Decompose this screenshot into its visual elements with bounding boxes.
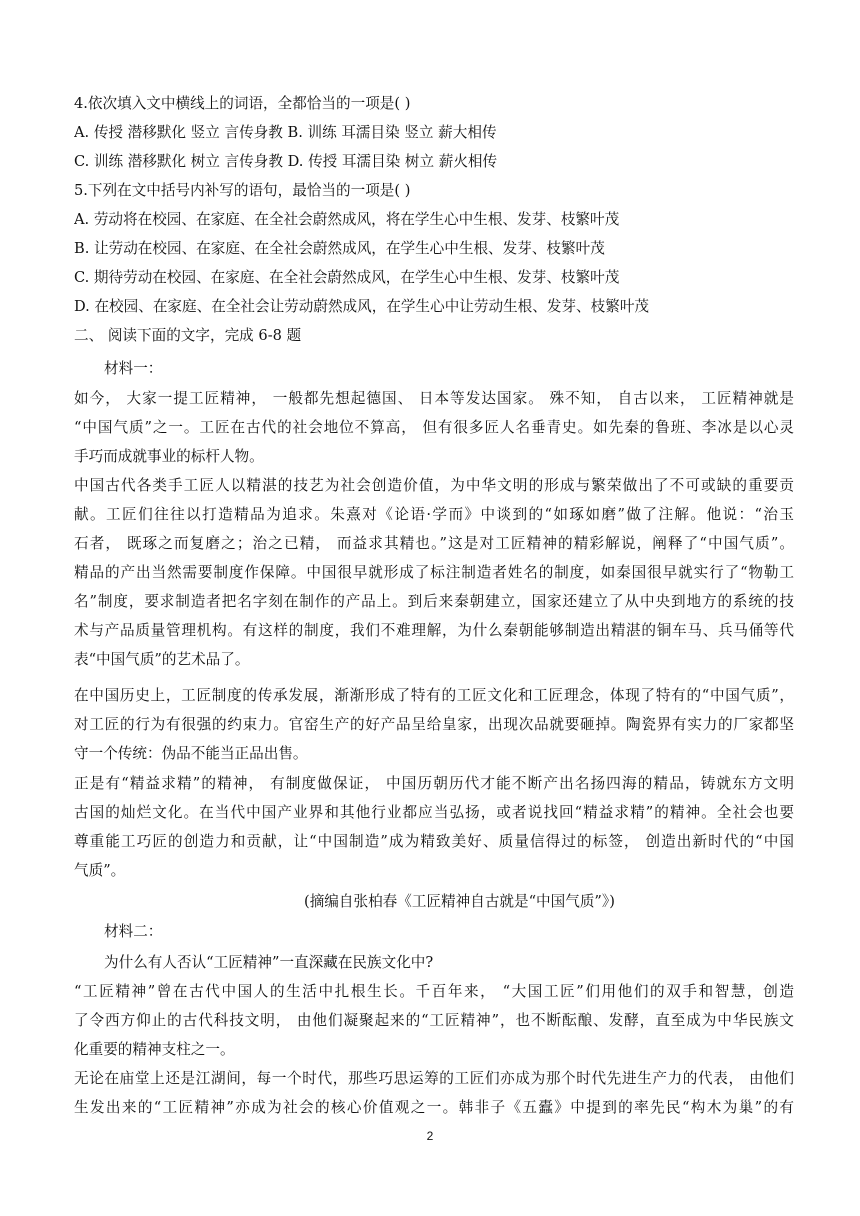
material-1-source: (摘编自张柏春《工匠精神自古就是“中国气质”》) xyxy=(304,893,615,910)
material-2-line: 了令西方仰止的古代科技文明， 由他们凝聚起来的“工匠精神”，也不断酝酿、发酵，直至成为中华民族文 xyxy=(74,1012,794,1029)
section-heading: 二、 阅读下面的文字，完成 6-8 题 xyxy=(74,327,302,344)
question-5-option-a: A. 劳动将在校园、在家庭、在全社会蔚然成风，将在学生心中生根、发芽、枝繁叶茂 xyxy=(74,211,620,228)
page-number: 2 xyxy=(426,1129,434,1143)
material-2-line: 化重要的精神支柱之一。 xyxy=(74,1041,235,1058)
material-1-line: 术与产品质量管理机构。有这样的制度，我们不难理解，为什么秦朝能够制造出精湛的铜车马、兵马俑等代 xyxy=(74,622,794,639)
material-2-label: 材料二： xyxy=(104,923,163,940)
material-2-line: 生发出来的“工匠精神”亦成为社会的核心价值观之一。韩非子《五蠹》中提到的率先民“构木为巢”的有 xyxy=(74,1099,794,1116)
material-1-line: 古国的灿烂文化。在当代中国产业界和其他行业都应当弘扬，或者说找回“精益求精”的精神。全社会也要 xyxy=(74,804,794,821)
material-2-line: “工匠精神”曾在古代中国人的生活中扎根生长。千百年来， “大国工匠”们用他们的双手和智慧，创造 xyxy=(74,983,794,1000)
material-1-line: 守一个传统：伪品不能当正品出售。 xyxy=(74,745,308,762)
material-1-line: 名”制度，要求制造者把名字刻在制作的产品上。到后来秦朝建立，国家还建立了从中央到地方的系统的技 xyxy=(74,593,794,610)
question-5-option-b: B. 让劳动在校园、在家庭、在全社会蔚然成风，在学生心中生根、发芽、枝繁叶茂 xyxy=(74,240,605,257)
material-1-line: 如今， 大家一提工匠精神， 一般都先想起德国、 日本等发达国家。 殊不知， 自古以来， 工匠精神就是 xyxy=(74,390,794,407)
question-5-option-c: C. 期待劳动在校园、在家庭、在全社会蔚然成风，在学生心中生根、发芽、枝繁叶茂 xyxy=(74,269,620,286)
material-1-line: 尊重能工巧匠的创造力和贡献，让“中国制造”成为精致美好、质量信得过的标签， 创造出新时代的“中国 xyxy=(74,833,794,850)
material-1-line: 对工匠的行为有很强的约束力。官窑生产的好产品呈给皇家，出现次品就要砸掉。陶瓷界有实力的厂家都坚 xyxy=(74,716,794,733)
material-1-line: 气质”。 xyxy=(74,862,126,879)
question-5-stem: 5.下列在文中括号内补写的语句，最恰当的一项是( ) xyxy=(74,182,411,199)
material-1-label: 材料一： xyxy=(104,360,163,377)
question-4-options-cd: C. 训练 潜移默化 树立 言传身教 D. 传授 耳濡目染 树立 薪火相传 xyxy=(74,153,498,170)
material-1-line: 献。工匠们往往以打造精品为追求。朱熹对《论语·学而》中谈到的“如琢如磨”做了注解。他说：“治玉 xyxy=(74,506,794,523)
material-1-line: 手巧而成就事业的标杆人物。 xyxy=(74,448,264,465)
material-1-line: 中国古代各类手工匠人以精湛的技艺为社会创造价值，为中华文明的形成与繁荣做出了不可或缺的重要贡 xyxy=(74,477,794,494)
material-2-question: 为什么有人否认“工匠精神”一直深藏在民族文化中? xyxy=(104,954,434,971)
question-4-stem: 4.依次填入文中横线上的词语，全都恰当的一项是( ) xyxy=(74,95,411,112)
question-4-options-ab: A. 传授 潜移默化 竖立 言传身教 B. 训练 耳濡目染 竖立 薪大相传 xyxy=(74,124,497,141)
material-1-line: 精品的产出当然需要制度作保障。中国很早就形成了标注制造者姓名的制度，如秦国很早就实行了“物勒工 xyxy=(74,564,794,581)
material-2-line: 无论在庙堂上还是江湖间，每一个时代，那些巧思运筹的工匠们亦成为那个时代先进生产力的代表， 由他们 xyxy=(74,1070,794,1087)
material-1-line: 在中国历史上，工匠制度的传承发展，渐渐形成了特有的工匠文化和工匠理念，体现了特有的“中国气质”， xyxy=(74,687,794,704)
material-1-line: 表“中国气质”的艺术品了。 xyxy=(74,651,250,668)
question-5-option-d: D. 在校园、在家庭、在全社会让劳动蔚然成风，在学生心中让劳动生根、发芽、枝繁叶茂 xyxy=(74,298,650,315)
material-1-line: “中国气质”之一。工匠在古代的社会地位不算高， 但有很多匠人名垂青史。如先秦的鲁班、李冰是以心灵 xyxy=(74,419,794,436)
material-1-line: 正是有“精益求精”的精神， 有制度做保证， 中国历朝历代才能不断产出名扬四海的精品，铸就东方文明 xyxy=(74,775,794,792)
material-1-line: 石者， 既琢之而复磨之；治之已精， 而益求其精也。”这是对工匠精神的精彩解说，阐释了“中国气质”。 xyxy=(74,535,794,552)
